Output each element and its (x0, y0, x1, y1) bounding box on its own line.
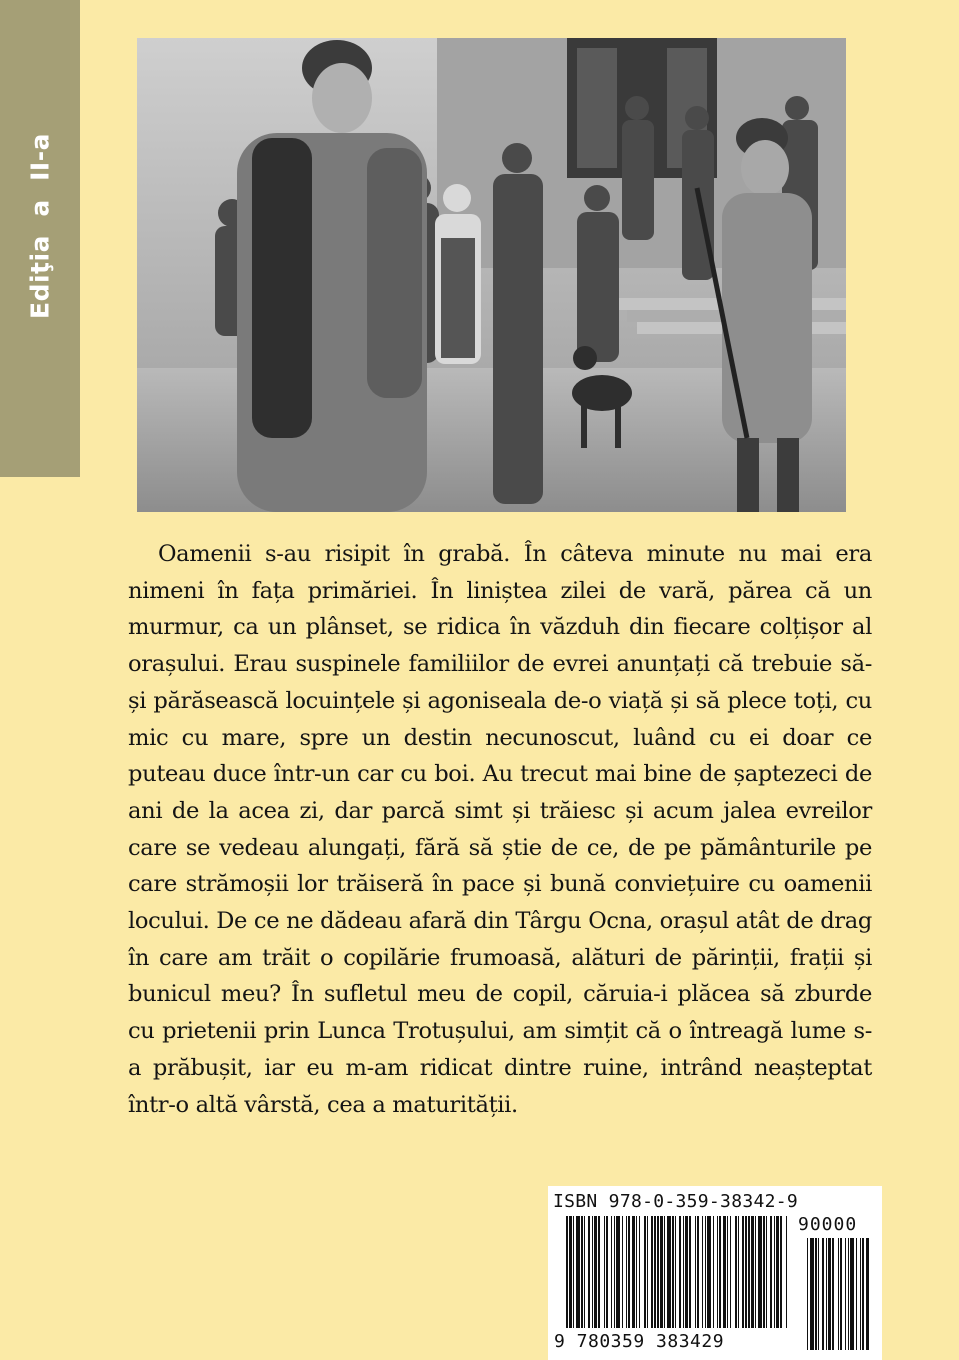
addon-bar (832, 1238, 834, 1350)
barcode-bar (660, 1216, 663, 1328)
barcode-bar (644, 1216, 646, 1328)
barcode-bar (664, 1216, 665, 1328)
photo-illustration (137, 38, 846, 512)
barcode-bar (654, 1216, 656, 1328)
barcode-bar (766, 1216, 767, 1328)
addon-bar (845, 1238, 846, 1350)
excerpt-text: Oamenii s-au risipit în grabă. În câteva minute nu mai era nimeni în fața primăriei. În liniștea zilei de vară, părea că un murmur, ca un plânset, se ridica în văzduh din fiecare colțișor al orașului. Erau suspinele familiilor de evrei anunțați că trebuie să-și părăsească locuințele și agoniseala de-o viață și să plece toți, cu mic cu mare, spre un destin necunoscut, luând cu ei doar ce puteau duce într-un car cu boi. Au trecut mai bine de șaptezeci de ani de la acea zi, dar parcă simt și trăiesc și acum jalea evreilor care se vedeau alungați, fără să știe de ce, de pe pământurile pe care strămoșii lor trăiseră în pace și bună conviețuire cu oamenii locului. De ce ne dădeau afară din Târgu Ocna, orașul atât de drag în care am trăit o copilărie frumoasă, alături de părinții, frații și bunicul meu? În sufletul meu de copil, căruia-i plăcea să zburde cu prietenii prin Lunca Trotușului, am simțit că o întreagă lume s-a prăbușit, iar eu m-am ridicat dintre ruine, intrând neașteptat într-o altă vârstă, cea a maturității. (128, 541, 872, 1118)
barcode-bar (639, 1216, 640, 1328)
barcode-bar (598, 1216, 600, 1328)
barcode-bar (675, 1216, 676, 1328)
addon-bar (840, 1238, 842, 1350)
barcode-bar (738, 1216, 739, 1328)
addon-bar (848, 1238, 849, 1350)
addon-bar (826, 1238, 827, 1350)
barcode-bar (689, 1216, 691, 1328)
ean-digits: 9 780359 383429 (554, 1331, 725, 1352)
barcode-bar (683, 1216, 684, 1328)
barcode-bar (588, 1216, 590, 1328)
barcode-bar (758, 1216, 762, 1328)
barcode-bar (647, 1216, 648, 1328)
addon-bar (828, 1238, 831, 1350)
barcode-bar (780, 1216, 782, 1328)
barcode-bar (679, 1216, 681, 1328)
barcode-bar (770, 1216, 772, 1328)
barcode-bar (727, 1216, 728, 1328)
barcode-bar (604, 1216, 605, 1328)
barcode-bar (755, 1216, 756, 1328)
barcode-bar (576, 1216, 580, 1328)
barcode-bar (717, 1216, 718, 1328)
cover-photo (137, 38, 846, 512)
barcode-bar (672, 1216, 674, 1328)
addon-bar (822, 1238, 824, 1350)
barcode-bar (566, 1216, 568, 1328)
addon-bar (807, 1238, 808, 1350)
barcode-bar (730, 1216, 731, 1328)
addon-bar (856, 1238, 857, 1350)
edition-label: Ediţia a II-a (25, 133, 55, 319)
barcode-bar (614, 1216, 615, 1328)
barcode-bar (573, 1216, 574, 1328)
barcode-bar (592, 1216, 593, 1328)
barcode-bar (667, 1216, 671, 1328)
barcode-bar (705, 1216, 706, 1328)
barcode-bar (622, 1216, 623, 1328)
barcode-bar (776, 1216, 779, 1328)
barcode-bar (695, 1216, 696, 1328)
barcode-bar (616, 1216, 620, 1328)
addon-bar (866, 1238, 869, 1350)
barcode-bar (742, 1216, 744, 1328)
addon-price: 90000 (798, 1214, 858, 1235)
barcode-bar (657, 1216, 659, 1328)
barcode-bar (763, 1216, 765, 1328)
barcode-bar (628, 1216, 630, 1328)
barcode-bar (723, 1216, 726, 1328)
barcode-bar (636, 1216, 637, 1328)
barcode-bar (594, 1216, 597, 1328)
edition-band (0, 0, 80, 477)
barcode-bar (569, 1216, 572, 1328)
barcode-bar (581, 1216, 583, 1328)
barcode-bar (735, 1216, 737, 1328)
barcode-bar (626, 1216, 627, 1328)
addon-bar (818, 1238, 819, 1350)
barcode-bar (611, 1216, 612, 1328)
barcode-bar (745, 1216, 747, 1328)
addon-bar (815, 1238, 817, 1350)
addon-bar (862, 1238, 864, 1350)
barcode-bar (774, 1216, 775, 1328)
barcode-bar (751, 1216, 754, 1328)
barcode-bar (702, 1216, 703, 1328)
addon-bar (860, 1238, 861, 1350)
isbn-label: ISBN 978-0-359-38342-9 (553, 1191, 799, 1212)
barcode-bar (651, 1216, 653, 1328)
barcode-bar (606, 1216, 608, 1328)
barcode-bar (707, 1216, 711, 1328)
barcode-bar (786, 1216, 787, 1328)
barcode-bar (719, 1216, 721, 1328)
barcode-bar (584, 1216, 585, 1328)
addon-bar (838, 1238, 839, 1350)
barcode-bar (685, 1216, 688, 1328)
barcode-bar (748, 1216, 750, 1328)
barcode-bar (697, 1216, 699, 1328)
addon-bar (850, 1238, 854, 1350)
addon-bar (810, 1238, 814, 1350)
barcode-bar (632, 1216, 635, 1328)
barcode-bar (713, 1216, 714, 1328)
isbn-barcode (548, 1186, 882, 1360)
